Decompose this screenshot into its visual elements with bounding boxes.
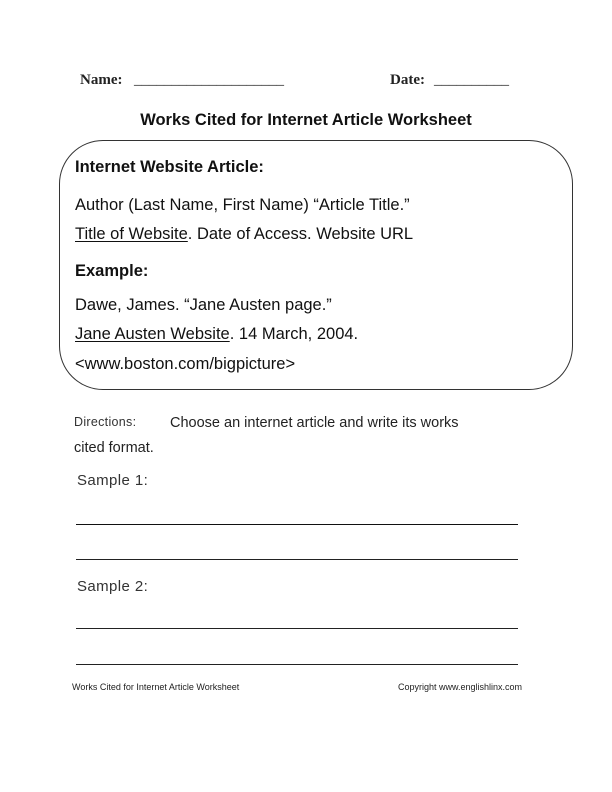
directions-label: Directions:: [74, 415, 137, 429]
sample-2-label: Sample 2:: [77, 578, 149, 595]
directions-text-2: cited format.: [74, 440, 154, 456]
sample-2-answer-line-2[interactable]: [76, 664, 518, 665]
name-field[interactable]: ____________________: [134, 72, 284, 88]
directions-text-1: Choose an internet article and write its works: [170, 415, 459, 431]
sample-1-answer-line-2[interactable]: [76, 559, 518, 560]
date-field[interactable]: __________: [434, 72, 509, 88]
page-title: Works Cited for Internet Article Worksheet: [140, 111, 472, 129]
example-website-title: Jane Austen Website: [75, 325, 230, 343]
example-line-2: [75, 325, 358, 344]
date-label: Date:: [390, 72, 425, 88]
example-line-3: <www.boston.com/bigpicture>: [75, 355, 296, 373]
format-heading: Internet Website Article:: [75, 158, 264, 176]
format-line-2-rest: . Date of Access. Website URL: [187, 225, 414, 243]
example-line-2-rest: . 14 March, 2004.: [229, 325, 359, 343]
format-website-title: Title of Website: [75, 225, 188, 243]
format-line-2: [75, 225, 413, 244]
footer-copyright: Copyright www.englishlinx.com: [398, 682, 523, 692]
format-line-1: Author (Last Name, First Name) “Article Title.”: [75, 196, 410, 214]
name-label: Name:: [80, 72, 123, 88]
footer-title: Works Cited for Internet Article Worksheet: [72, 682, 240, 692]
sample-1-answer-line-1[interactable]: [76, 524, 518, 525]
example-heading: Example:: [75, 262, 149, 280]
example-line-1: Dawe, James. “Jane Austen page.”: [75, 296, 332, 314]
sample-1-label: Sample 1:: [77, 472, 149, 489]
sample-2-answer-line-1[interactable]: [76, 628, 518, 629]
